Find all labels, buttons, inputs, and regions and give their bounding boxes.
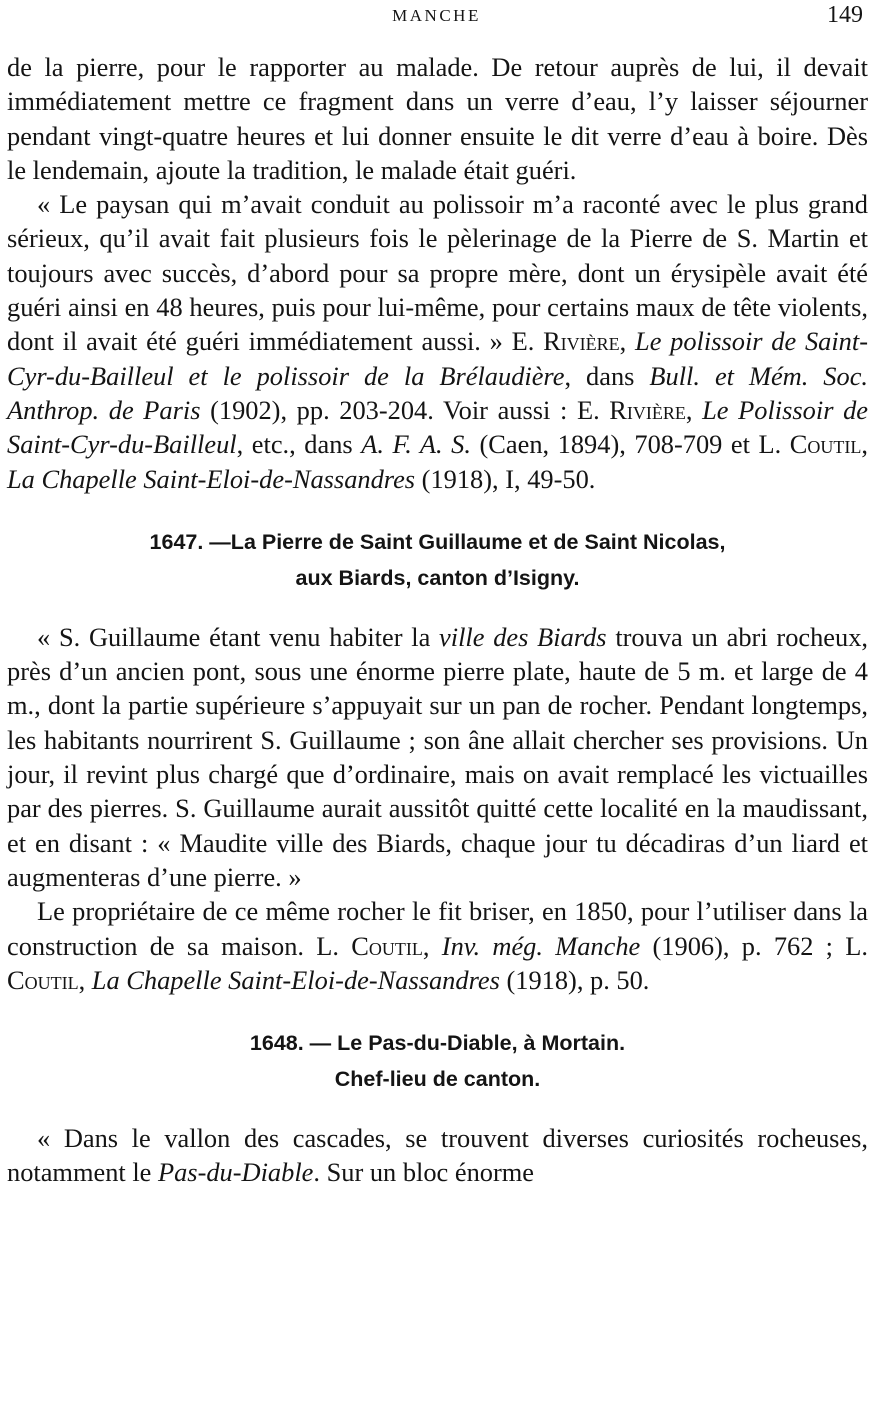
author-name: Coutil — [7, 964, 79, 995]
page-number: 149 — [827, 2, 863, 28]
author-name: Coutil — [351, 930, 423, 961]
section-heading-1647: 1647. —La Pierre de Saint Guillaume et de Saint Nicolas, — [149, 529, 726, 554]
author-name: Rivière — [609, 394, 686, 425]
place-name: Pas-du-Diable — [157, 1157, 314, 1188]
paragraph-quote-peasant: « Le paysan qui m’avait conduit au polissoir m’a raconté avec le plus grand sérieux, qu’il avait fait plusieurs fois le pèlerinage de la Pierre de S. Martin et toujours avec succès, d’abord pour sa propre mère, dont un érysipèle avait été guéri ainsi en 48 heures, puis pour lui-même, pour certains maux de tête violents, dont il avait été guéri immédiatement aussi. » E. Rivière, Le polissoir de Saint-Cyr-du-Bailleul et le polissoir de la Brélaudière, dans Bull. et Mém. Soc. Anthrop. de Paris (1902), pp. 203-204. Voir aussi : E. Rivière, Le Polissoir de Saint-Cyr-du-Bailleul, etc., dans A. F. A. S. (Caen, 1894), 708-709 et L. Coutil, La Chapelle Saint-Eloi-de-Nassandres (1918), I, 49-50. — [7, 189, 869, 494]
paragraph-guillaume: « S. Guillaume étant venu habiter la ville des Biards trouva un abri rocheux, près d’un ancien pont, sous une énorme pierre plate, haute de 5 m. et large de 4 m., dont la partie supérieure s’appuyait sur un pan de rocher. Pendant longtemps, les habitants nourrirent S. Guillaume ; son âne allait chercher ses provisions. Un jour, il revint plus chargé que d’ordinaire, mais on avait remplacé les victuailles par des pierres. S. Guillaume aurait aussitôt quitté cette localité en la maudissant, et en disant : « Maudite ville des Biards, chaque jour tu décadiras d’un liard et augmenteras d’une pierre. » — [7, 621, 869, 892]
work-title: Le Polissoir de Saint-Cyr-du-Bailleul — [7, 394, 868, 460]
paragraph-text: de la pierre, pour le rapporter au malade. De retour auprès de lui, il devait immédiatement mettre ce fragment dans un verre d’eau, l’y laisser séjourner pendant vingt-quatre heures et lui donner ensuite le dit verre d’eau à boire. Dès le lendemain, ajoute la tradition, le malade était guéri. — [7, 52, 868, 185]
running-title: MANCHE — [392, 6, 481, 25]
paragraph-continuation — [7, 50, 868, 187]
work-title: La Chapelle Saint-Eloi-de-Nassandres — [7, 463, 416, 494]
section-subheading-1648: Chef-lieu de canton. — [334, 1067, 541, 1092]
work-title: Inv. még. Manche — [441, 930, 641, 961]
section-subheading-1647: aux Biards, canton d’Isigny. — [295, 565, 580, 590]
body-text — [7, 50, 868, 1190]
author-name: Rivière — [543, 326, 620, 357]
place-name: ville des Biards — [439, 621, 607, 652]
section-heading-1648: 1648. — Le Pas-du-Diable, à Mortain. — [249, 1031, 626, 1056]
journal-title: A. F. A. S. — [361, 429, 471, 460]
author-name: Coutil — [789, 429, 862, 460]
paragraph-owner: Le propriétaire de ce même rocher le fit briser, en 1850, pour l’utiliser dans la construction de sa maison. L. Coutil, Inv. még. Manche (1906), p. 762 ; L. Coutil, La Chapelle Saint-Eloi-de-Nassandres (1918), p. 50. — [7, 896, 869, 995]
page-header — [0, 2, 873, 28]
work-title: La Chapelle Saint-Eloi-de-Nassandres — [91, 964, 500, 995]
journal-title: Bull. et Mém. Soc. Anthrop. de Paris — [7, 360, 869, 425]
work-title: Le polissoir de Saint-Cyr-du-Bailleul et le polissoir de la Brélaudière — [7, 326, 868, 391]
paragraph-cascades: « Dans le vallon des cascades, se trouvent diverses curiosités rocheuses, notamment le Pas-du-Diable. Sur un bloc énorme — [7, 1123, 868, 1188]
